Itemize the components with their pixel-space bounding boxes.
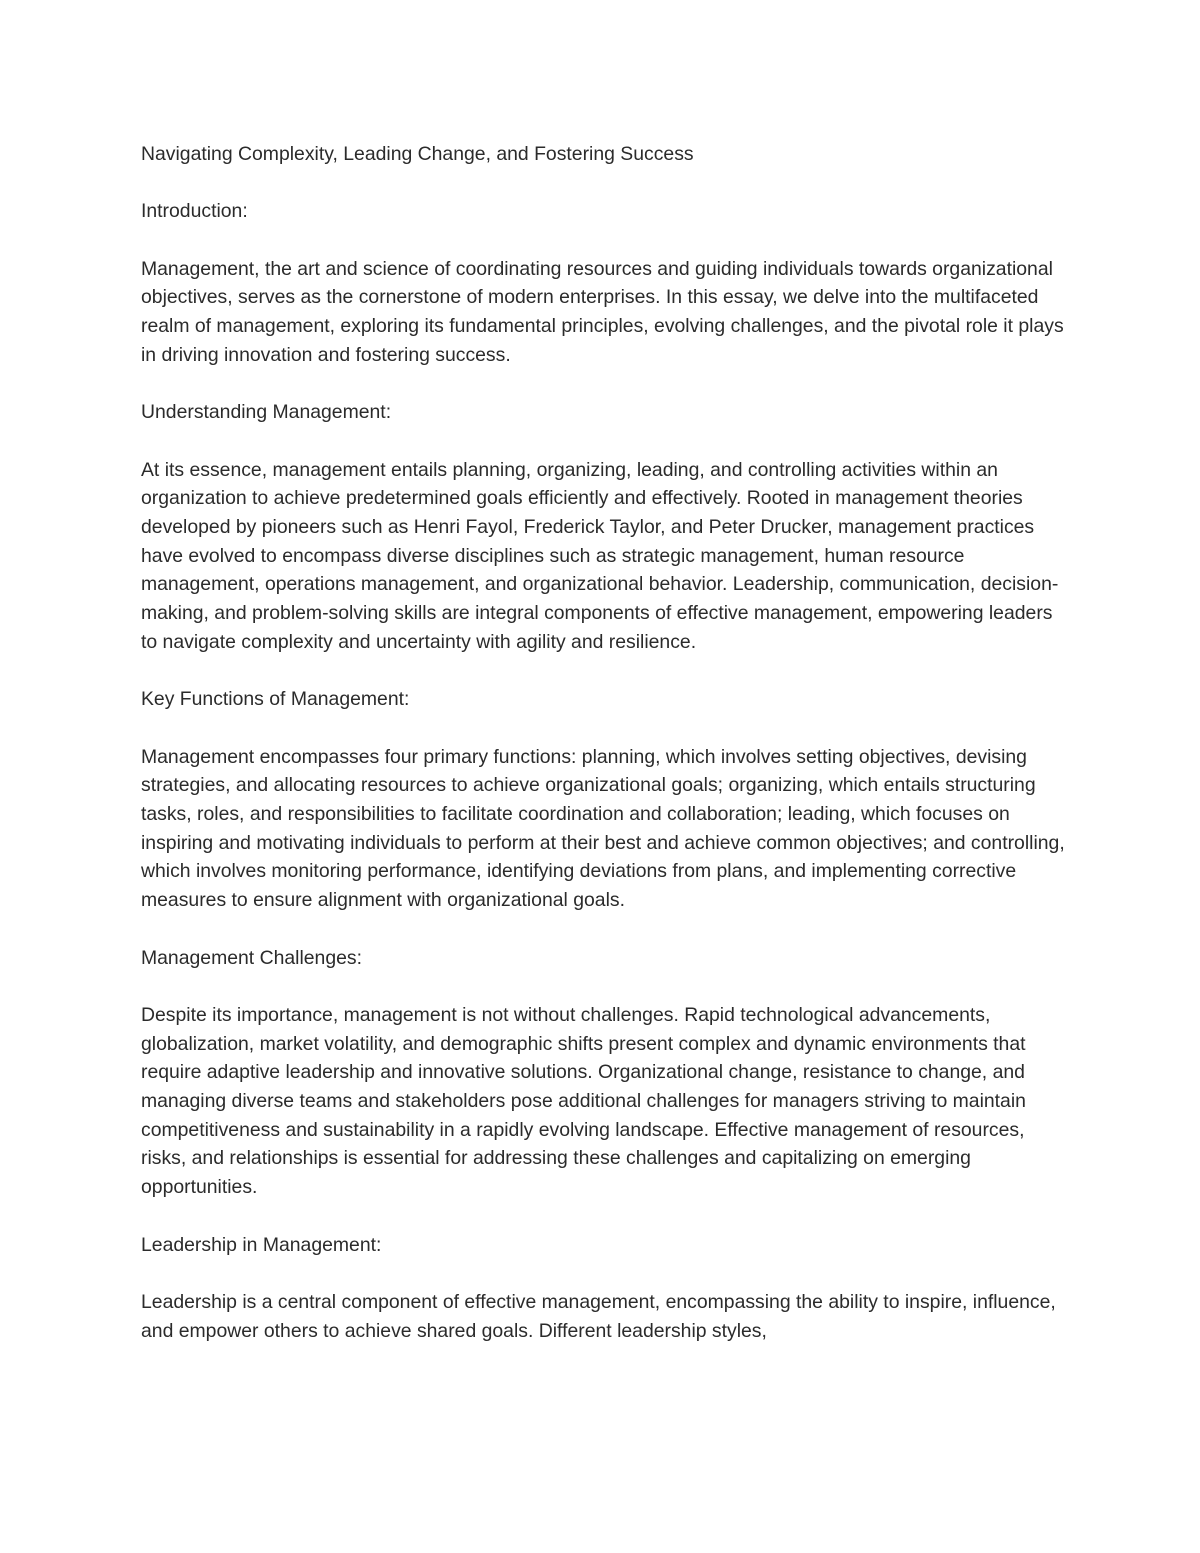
section-body-key-functions: Management encompasses four primary functions: planning, which involves setting objectives, devising strategies, and allocating resources to achieve organizational goals; organizing, which entails structuring tasks, roles, and responsibilities to facilitate coordination and collaboration; leading, which focuses on inspiring and motivating individuals to perform at their best and achieve common objectives; and controlling, which involves monitoring performance, identifying deviations from plans, and implementing corrective measures to ensure alignment with organizational goals. [141,745,1065,912]
document-body [141,140,1071,1374]
section-body-introduction: Management, the art and science of coordinating resources and guiding individuals towards organizational objectives, serves as the cornerstone of modern enterprises. In this essay, we delve into the multifaceted realm of management, exploring its fundamental principles, evolving challenges, and the pivotal role it plays in driving innovation and fostering success. [141,257,1064,366]
document-title: Navigating Complexity, Leading Change, and Fostering Success [141,143,694,165]
section-heading-leadership: Leadership in Management: [141,1233,382,1256]
section-heading-management-challenges: Management Challenges: [141,946,362,969]
section-heading-introduction: Introduction: [141,200,248,223]
section-body-understanding-management: At its essence, management entails planning, organizing, leading, and controlling activities within an organization to achieve predetermined goals efficiently and effectively. Rooted in management theories developed by pioneers such as Henri Fayol, Frederick Taylor, and Peter Drucker, management practices have evolved to encompass diverse disciplines such as strategic management, human resource management, operations management, and organizational behavior. Leadership, communication, decision-making, and problem-solving skills are integral components of effective management, empowering leaders to navigate complexity and uncertainty with agility and resilience. [141,458,1059,653]
section-heading-key-functions: Key Functions of Management: [141,688,410,711]
section-body-management-challenges: Despite its importance, management is not without challenges. Rapid technological advancements, globalization, market volatility, and demographic shifts present complex and dynamic environments that require adaptive leadership and innovative solutions. Organizational change, resistance to change, and managing diverse teams and stakeholders pose additional challenges for managers striving to maintain competitiveness and sustainability in a rapidly evolving landscape. Effective management of resources, risks, and relationships is essential for addressing these challenges and capitalizing on emerging opportunities. [141,1003,1026,1199]
section-body-leadership: Leadership is a central component of effective management, encompassing the ability to inspire, influence, and empower others to achieve shared goals. Different leadership styles, [141,1290,1056,1342]
section-heading-understanding-management: Understanding Management: [141,401,392,424]
